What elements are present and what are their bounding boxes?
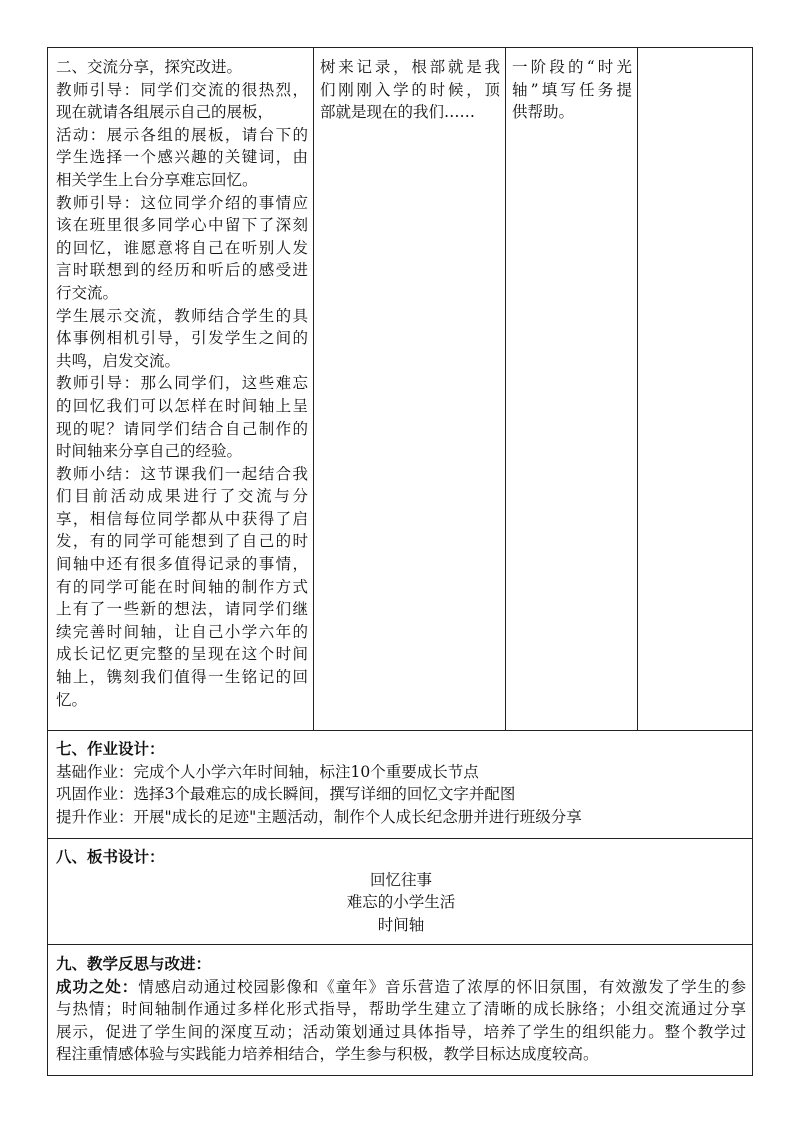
- process-line: 学生展示交流，教师结合学生的具: [56, 306, 308, 325]
- student-activity-cell: [320, 56, 500, 124]
- board-line: 难忘的小学生活: [346, 893, 456, 912]
- reflection-line: [56, 976, 746, 999]
- column-divider-2: [505, 47, 506, 730]
- process-line: 间轴中还有很多值得记录的事情，: [56, 555, 308, 574]
- column-divider-3: [637, 47, 638, 730]
- process-line: 有的同学可能在时间轴的制作方式: [56, 577, 308, 596]
- process-line: 活动：展示各组的展板，请台下的: [56, 125, 308, 144]
- process-line: 上有了一些新的想法，请同学们继: [56, 600, 308, 619]
- student-activity-line: 部就是现在的我们……: [320, 103, 476, 122]
- column-divider-1: [313, 47, 314, 730]
- row-divider-homework: [47, 730, 753, 731]
- process-line: 教师引导：那么同学们，这些难忘: [56, 374, 308, 393]
- process-line: 忆。: [56, 690, 88, 709]
- process-line: 的回忆我们可以怎样在时间轴上呈: [56, 396, 308, 415]
- row-divider-board: [47, 838, 753, 839]
- row-divider-reflection: [47, 944, 753, 945]
- design-intent-line: 供帮助。: [512, 103, 575, 122]
- reflection-title: 九、教学反思与改进：: [56, 954, 212, 973]
- process-line: 发，有的同学可能想到了自己的时: [56, 532, 308, 551]
- process-line: 相关学生上台分享难忘回忆。: [56, 170, 258, 189]
- reflection-label: 成功之处：: [56, 976, 139, 996]
- process-line: 该在班里很多同学心中留下了深刻: [56, 216, 308, 235]
- process-line: 体事例相机引导，引发学生之间的: [56, 329, 308, 348]
- reflection-line: 与热情；时间轴制作通过多样化形式指导，帮助学生建立了清晰的成长脉络；小组交流通过分享: [56, 1000, 746, 1019]
- student-activity-line: 们刚刚入学的时候，顶: [320, 80, 500, 99]
- process-line: 学生选择一个感兴趣的关键词，由: [56, 148, 308, 167]
- process-line: 现的呢？请同学们结合自己制作的: [56, 419, 308, 438]
- homework-item: 巩固作业：选择3个最难忘的成长瞬间，撰写详细的回忆文字并配图: [56, 785, 516, 804]
- process-line: 成长记忆更完整的呈现在这个时间: [56, 645, 308, 664]
- reflection-section: [56, 953, 746, 1066]
- homework-item: 提升作业：开展"成长的足迹"主题活动，制作个人成长纪念册并进行班级分享: [56, 807, 582, 826]
- process-line: 轴上，镌刻我们值得一生铭记的回: [56, 668, 308, 687]
- design-intent-cell: [512, 56, 632, 124]
- process-line: 二、交流分享，探究改进。: [56, 58, 243, 76]
- process-line: 享，相信每位同学都从中获得了启: [56, 509, 308, 528]
- homework-title: 七、作业设计：: [56, 739, 165, 758]
- process-line: 现在就请各组展示自己的展板，: [56, 103, 274, 122]
- reflection-line: 程注重情感体验与实践能力培养相结合，学生参与积极，教学目标达成度较高。: [56, 1045, 599, 1064]
- reflection-line: 展示，促进了学生间的深度互动；活动策划通过具体指导，培养了学生的组织能力。整个教学过: [56, 1022, 746, 1041]
- process-cell: [56, 56, 308, 711]
- homework-item: 基础作业：完成个人小学六年时间轴，标注10个重要成长节点: [56, 762, 479, 781]
- reflection-text: 情感启动通过校园影像和《童年》音乐营造了浓厚的怀旧氛围，有效激发了学生的参: [138, 977, 746, 996]
- process-line: 行交流。: [56, 283, 119, 302]
- process-line: 时间轴来分享自己的经验。: [56, 442, 243, 461]
- process-line: 教师小结：这节课我们一起结合我: [56, 464, 308, 483]
- design-intent-line: 轴”填写任务提: [512, 80, 632, 99]
- process-line: 们目前活动成果进行了交流与分: [56, 487, 308, 506]
- homework-section: [56, 738, 746, 828]
- process-line: 的回忆，谁愿意将自己在听别人发: [56, 238, 308, 257]
- process-line: 言时联想到的经历和听后的感受进: [56, 261, 308, 280]
- board-title: 八、板书设计：: [56, 847, 165, 866]
- process-line: 共鸣，启发交流。: [56, 351, 181, 370]
- board-line: 时间轴: [377, 915, 425, 934]
- process-line: 教师引导：这位同学介绍的事情应: [56, 193, 308, 212]
- board-line: 回忆往事: [369, 870, 432, 889]
- student-activity-line: 树来记录，根部就是我: [320, 58, 500, 76]
- process-line: 续完善时间轴，让自己小学六年的: [56, 622, 308, 641]
- design-intent-line: 一阶段的“时光: [512, 58, 632, 76]
- board-section: [56, 846, 746, 936]
- process-line: 教师引导：同学们交流的很热烈，: [56, 80, 308, 99]
